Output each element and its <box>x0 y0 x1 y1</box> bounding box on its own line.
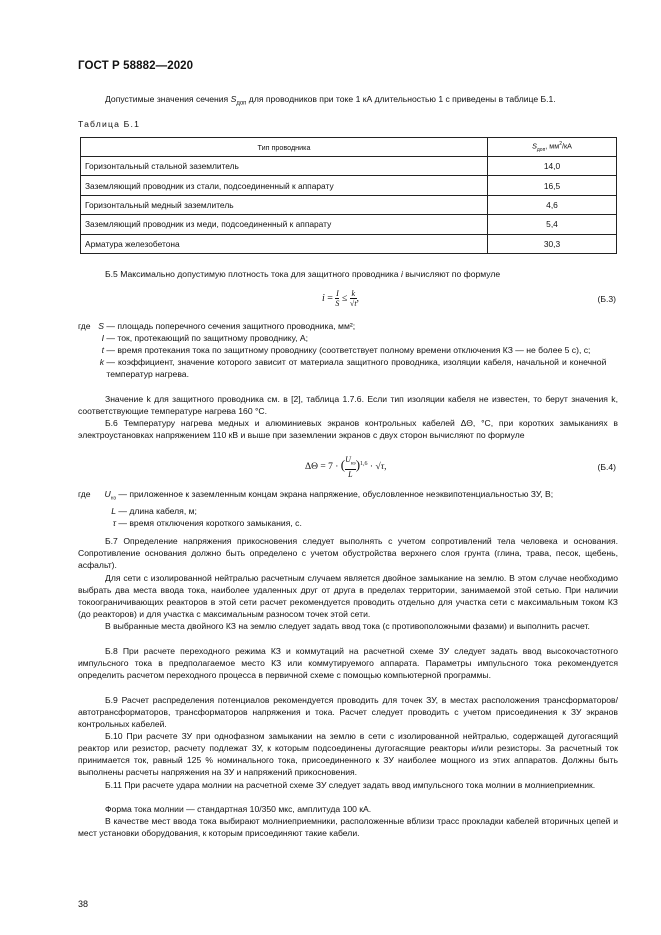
equation-number-b4: (Б.4) <box>597 462 616 472</box>
b10-paragraph: Б.10 При расчете ЗУ при однофазном замыкании на землю в сети с изолированной нейтралью, содержащей дугогасящий реактор или резистор, расчету подлежат ЗУ, к которым подсоединены дугогасящие реакторы и/или резисторы. За расчетный ток принимается ток, равный 125 % номинального тока, присоединенного к ЗУ наиболее мощного из этих аппаратов. Должны быть выполнены расчеты напряжения на ЗУ и напряжений прикосновения. <box>78 731 618 778</box>
b5-paragraph: Б.5 Максимально допустимую плотность тока для защитного проводника i вычисляют по формуле <box>105 269 501 279</box>
b6-paragraph: Б.6 Температуру нагрева медных и алюминиевых экранов контрольных кабелей ΔΘ, °С, при коротких замыканиях в электроустановках напряжением 110 кВ и выше при заземлении экранов с двух сторон вычисляют по формуле <box>78 418 618 441</box>
table-b1 <box>80 137 617 254</box>
table-caption: Таблица Б.1 <box>78 119 141 129</box>
table-row <box>81 215 617 234</box>
table-header-type: Тип проводника <box>81 138 488 157</box>
table-row <box>81 157 617 176</box>
b7-paragraph: Б.7 Определение напряжения прикосновения следует выполнять с учетом сопротивлений тела человека и основания. Сопротивление основания должно быть определено с учетом обустройства верхнего слоя грунта (глина, трава, песок, щебень, асфальт). <box>78 536 618 571</box>
input-places-paragraph: В качестве мест ввода тока выбирают молниеприемники, расположенные вблизи трасс прокладки кабелей вторичных цепей и мест установки оборудования, к которым присоединяют такие кабели. <box>78 816 618 839</box>
page-number: 38 <box>78 899 89 909</box>
b11-paragraph: Б.11 При расчете удара молнии на расчетной схеме ЗУ следует задать ввод импульсного тока молнии в молниеприемник. <box>105 780 596 790</box>
formula-b3: $i = \frac{I}{S}$ ≤ $\frac{k}{√t}$ , <box>322 289 360 308</box>
table-cell-name: Заземляющий проводник из меди, подсоединенный к аппарату <box>81 215 488 234</box>
b5-definitions: S — площадь поперечного сечения защитного проводника, мм²; I — ток, протекающий по защитному проводнику, А; t — время протекания тока по защитному проводнику (соответствует полному времени отключения КЗ — не более 5 с), с; k — коэффициент, значение которого зависит от материала защитного проводника, изоляции кабеля, начальной и конечной температур нагрева. <box>98 321 607 379</box>
table-cell-value: 30,3 <box>488 234 617 253</box>
table-row <box>81 234 617 253</box>
table-cell-name: Арматура железобетона <box>81 234 488 253</box>
b5-note: Значение k для защитного проводника см. в [2], таблица 1.7.6. Если тип изоляции кабеля не известен, то берут значения k, соответствующие температуре нагрева 160 °С. <box>78 394 618 417</box>
table-cell-value: 14,0 <box>488 157 617 176</box>
b8-paragraph: Б.8 При расчете переходного режима КЗ и коммутаций на расчетной схеме ЗУ следует задать ввод высокочастотного импульсного тока в предполагаемое место КЗ или коммутируемого аппарата. Параметры импульсного тока рекомендуется определить расчетом переходного процесса в первичной схеме с помощью компьютерной программы. <box>78 646 618 681</box>
lightning-form-paragraph: Форма тока молнии — стандартная 10/350 мкс, амплитуда 100 кА. <box>105 804 372 814</box>
equation-number-b3: (Б.3) <box>597 294 616 304</box>
b6-definitions: $U_{нэ}$ — приложенное к заземленным концам экрана напряжение, обусловленное неэквипотенциальностью ЗУ, В; L — длина кабеля, м; τ — время отключения короткого замыкания, с. <box>104 489 554 528</box>
isolated-neutral-paragraph: Для сети с изолированной нейтралью расчетным случаем является двойное замыкание на землю. В этом случае необходимо выбрать два места ввода тока, наиболее удаленных друг от друга в пределах территории, занимаемой этой сетью. При наличии токоограничивающих реакторов в этой сети расчет рекомендуется проводить отдельно для участка сети с максимальным током КЗ (до реакторов) и для участка с максимальным разносом точек этой сети. <box>78 573 618 620</box>
table-cell-name: Горизонтальный медный заземлитель <box>81 195 488 214</box>
table-cell-value: 4,6 <box>488 195 617 214</box>
where-label-b6: где <box>78 489 91 499</box>
table-cell-value: 5,4 <box>488 215 617 234</box>
table-header-row <box>81 138 617 157</box>
b9-paragraph: Б.9 Расчет распределения потенциалов рекомендуется проводить для точек ЗУ, в местах расположения трансформаторов/автотрансформаторов, трансформаторов напряжения и тока. Расчет следует проводить с учетом присоединения к ЗУ экранов контрольных кабелей. <box>78 695 618 730</box>
table-header-sdop: $S_{доп}$, $мм^2/кА$ <box>488 138 617 157</box>
double-fault-paragraph: В выбранные места двойного КЗ на землю следует задать ввод тока (с противоположными фазами) и выполнить расчет. <box>105 621 590 631</box>
formula-b4: $\Delta\Theta = 7 \cdot (U_{нэ}$ L )$^{1,6}$ · √τ, <box>305 455 387 479</box>
intro-paragraph: Допустимые значения сечения $S_{доп}$ для проводников при токе 1 кА длительностью 1 с приведены в таблице Б.1. <box>105 94 556 107</box>
document-header: ГОСТ Р 58882—2020 <box>78 60 194 72</box>
table-cell-name: Горизонтальный стальной заземлитель <box>81 157 488 176</box>
table-cell-value: 16,5 <box>488 176 617 195</box>
table-row <box>81 176 617 195</box>
table-cell-name: Заземляющий проводник из стали, подсоединенный к аппарату <box>81 176 488 195</box>
table-row <box>81 195 617 214</box>
where-label: где <box>78 321 91 331</box>
